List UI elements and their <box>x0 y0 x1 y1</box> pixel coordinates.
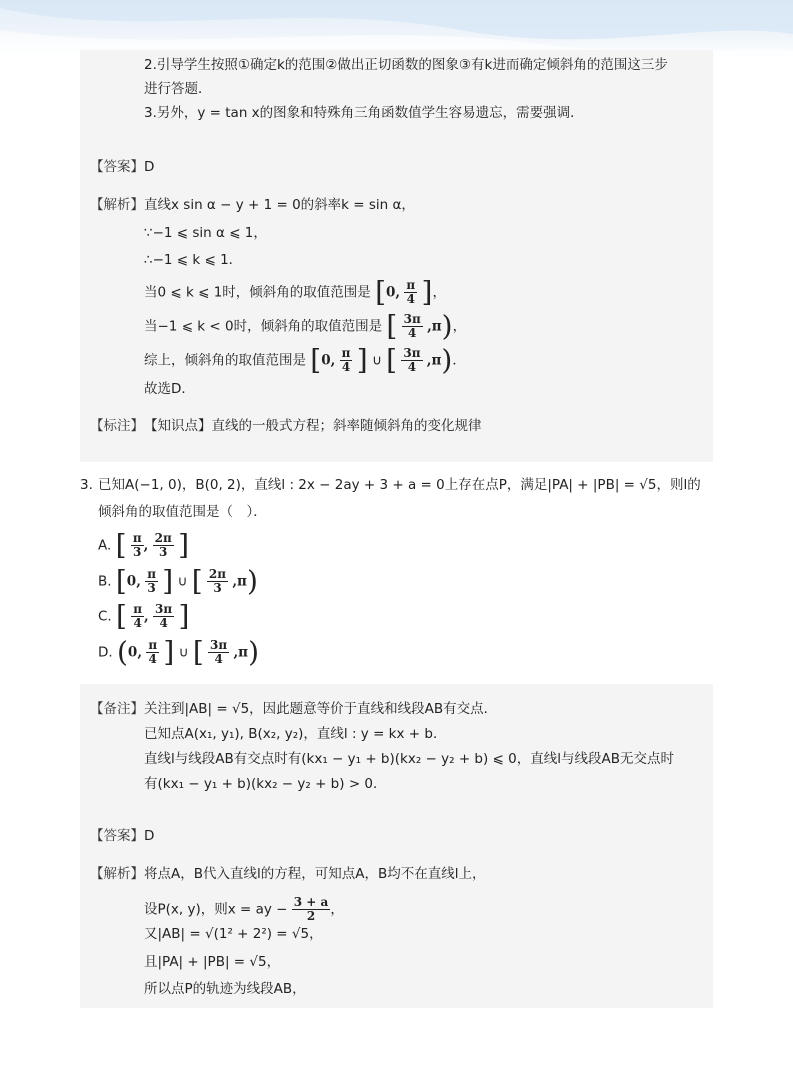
hint-line-3: 3.另外，y = tan x的图象和特殊角三角函数值学生容易遗忘，需要强调． <box>144 105 584 121</box>
analysis-line-2: ∵−1 ⩽ sin α ⩽ 1， <box>144 225 267 241</box>
analysis-line-1: 直线x sin α − y + 1 = 0的斜率k = sin α， <box>144 197 415 213</box>
analysis-line-4-text: 当0 ⩽ k ⩽ 1时，倾斜角的取值范围是 <box>144 284 371 301</box>
fraction-pi-4: $\frac{\pi}{4}$ <box>148 638 158 666</box>
fraction-pi-4: $\frac{\pi}{4}$ <box>406 278 416 306</box>
remark-line-1: 关注到|AB| = √5，因此题意等价于直线和线段AB有交点． <box>144 701 498 717</box>
fraction-3pi-4: $\frac{3\pi}{4}$ <box>210 638 228 666</box>
fraction-3pi-4: $\frac{3\pi}{4}$ <box>155 602 173 630</box>
analysis-line-4: 且|PA| + |PB| = √5， <box>144 954 281 970</box>
fraction-2pi-3: $\frac{2\pi}{3}$ <box>208 567 227 595</box>
option-d[interactable]: D. (0, $\frac{\pi}{4}$ ] ∪ [ $\frac{3\pi}{4}$ ,π) <box>98 635 260 669</box>
analysis-line-5-text: 当−1 ⩽ k < 0时，倾斜角的取值范围是 <box>144 318 383 335</box>
fraction-pi-3: $\frac{\pi}{3}$ <box>132 531 142 559</box>
note-tag: 【标注】 <box>90 418 144 434</box>
analysis-line-5: 所以点P的轨迹为线段AB， <box>144 981 306 997</box>
analysis-line-6-text: 综上，倾斜角的取值范围是 <box>144 352 306 369</box>
fraction-3pi-4: $\frac{3\pi}{4}$ <box>403 312 421 340</box>
fraction-3pi-4: $\frac{3\pi}{4}$ <box>403 346 421 374</box>
analysis-line-3: ∴−1 ⩽ k ⩽ 1． <box>144 252 243 268</box>
analysis-line-5: 当−1 ⩽ k < 0时，倾斜角的取值范围是 [ $\frac{3\pi}{4}$ ,π)， <box>144 309 467 343</box>
fraction-pi-4: $\frac{\pi}{4}$ <box>133 602 143 630</box>
option-c[interactable]: C. [ $\frac{\pi}{4}$ , $\frac{3\pi}{4}$ ] <box>98 599 190 633</box>
answer-value: D <box>144 828 155 844</box>
fraction-pi-3: $\frac{\pi}{3}$ <box>147 567 156 595</box>
option-b[interactable]: B. [0, $\frac{\pi}{3}$ ] ∪ [ $\frac{2\pi}{3}$ ,π) <box>98 564 258 598</box>
remark-line-3: 直线l与线段AB有交点时有(kx₁ − y₁ + b)(kx₂ − y₂ + b) ⩽ 0，直线l与线段AB无交点时 <box>144 751 674 767</box>
analysis-tag: 【解析】 <box>90 866 144 882</box>
note-text: 【知识点】直线的一般式方程；斜率随倾斜角的变化规律 <box>144 418 482 434</box>
remark-tag: 【备注】 <box>90 701 144 717</box>
question-stem-2: 倾斜角的取值范围是（ ）． <box>98 504 267 520</box>
remark-line-2: 已知点A(x₁, y₁), B(x₂, y₂)，直线l : y = kx + b． <box>144 726 447 742</box>
question-stem-1: 已知A(−1, 0)，B(0, 2)，直线l : 2x − 2ay + 3 + a = 0上存在点P，满足|PA| + |PB| = √5，则l的 <box>98 477 701 493</box>
analysis-line-4: 当0 ⩽ k ⩽ 1时，倾斜角的取值范围是 [0, $\frac{\pi}{4}$ ]， <box>144 275 446 309</box>
analysis-tag: 【解析】 <box>90 197 144 213</box>
analysis-line-2: 设P(x, y)，则x = ay − $\frac{3 + a}{2}$ ， <box>144 895 344 923</box>
analysis-line-6: 综上，倾斜角的取值范围是 [0, $\frac{\pi}{4}$ ] ∪ [ $\frac{3\pi}{4}$ ,π)． <box>144 343 466 377</box>
option-a[interactable]: A. [ $\frac{\pi}{3}$ , $\frac{2\pi}{3}$ ] <box>98 528 189 562</box>
fraction-2pi-3: $\frac{2\pi}{3}$ <box>154 531 172 559</box>
analysis-line-1: 将点A，B代入直线l的方程，可知点A，B均不在直线l上， <box>144 866 486 882</box>
hint-line-2: 2.引导学生按照①确定k的范围②做出正切函数的图象③有k进而确定倾斜角的范围这三步 <box>144 57 668 73</box>
fraction-pi-4: $\frac{\pi}{4}$ <box>341 346 351 374</box>
hint-line-2-cont: 进行答题． <box>144 81 212 97</box>
remark-line-4: 有(kx₁ − y₁ + b)(kx₂ − y₂ + b) > 0． <box>144 776 387 792</box>
answer-tag: 【答案】 <box>90 828 144 844</box>
fraction-3a-2: $\frac{3 + a}{2}$ <box>293 895 329 923</box>
answer-tag: 【答案】 <box>90 159 144 175</box>
solution-panel-3 <box>80 684 713 1008</box>
solution-panel-2 <box>80 50 713 462</box>
question-number: 3. <box>80 477 93 493</box>
answer-value: D <box>144 159 155 175</box>
analysis-line-7: 故选D． <box>144 381 195 397</box>
analysis-line-3: 又|AB| = √(1² + 2²) = √5， <box>144 926 323 942</box>
